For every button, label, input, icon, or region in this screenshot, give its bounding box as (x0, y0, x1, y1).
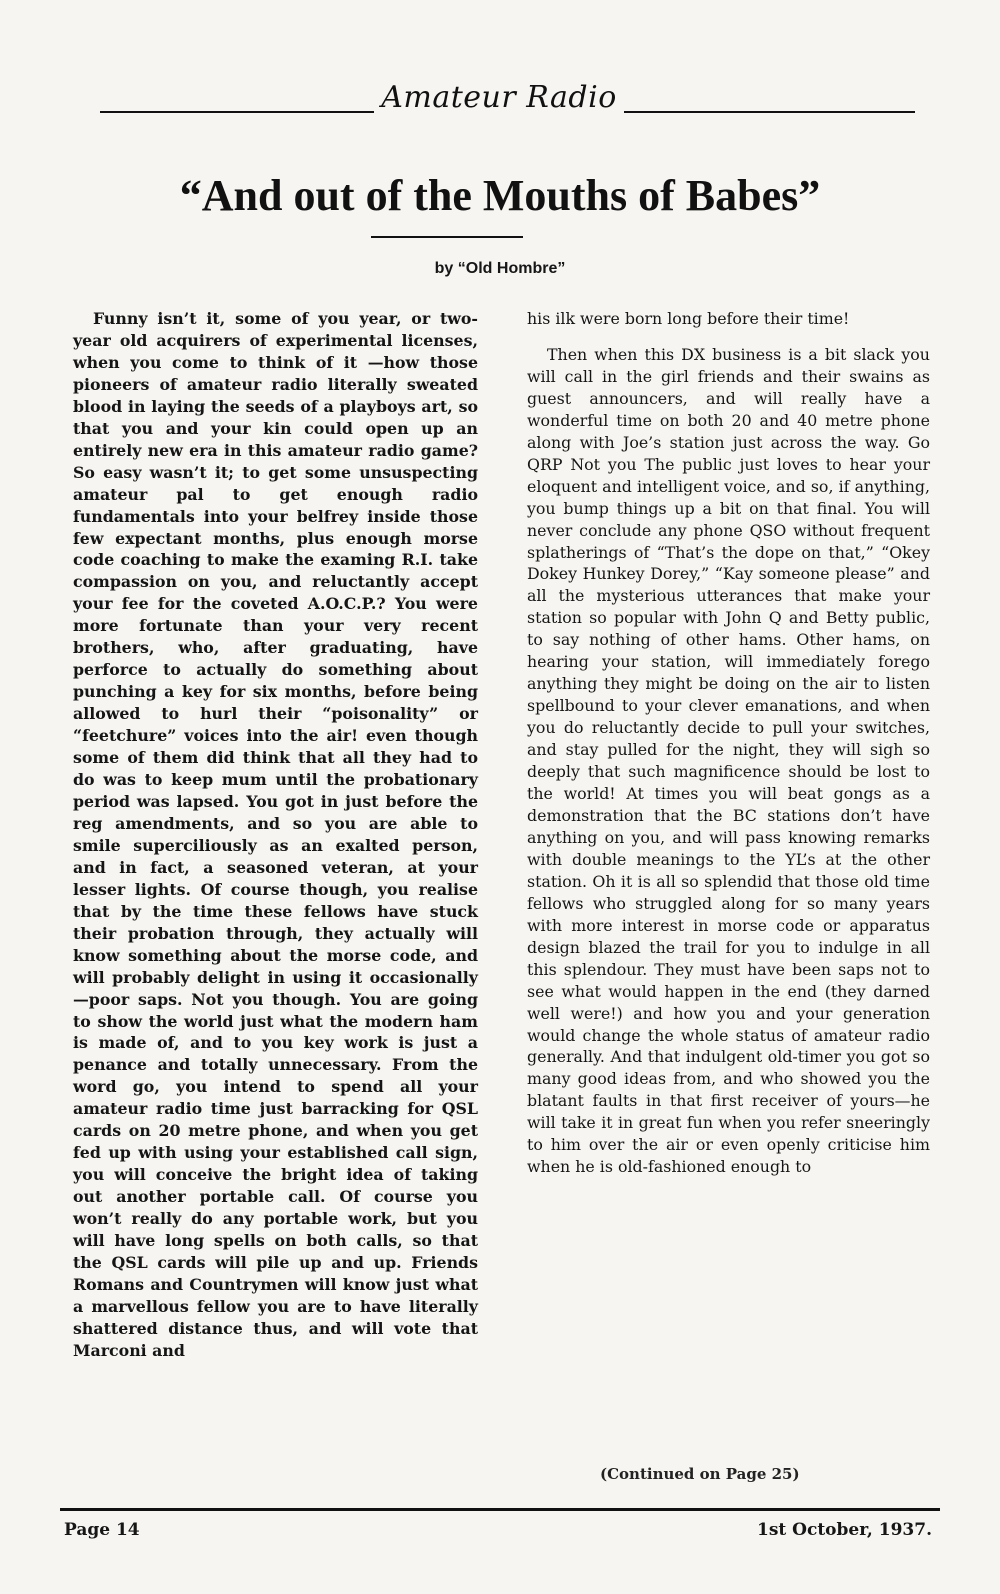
article-title: “And out of the Mouths of Babes” (179, 171, 821, 220)
issue-date: 1st October, 1937. (756, 1520, 932, 1540)
footer-rule (60, 1508, 940, 1511)
continued-note: (Continued on Page 25) (600, 1465, 800, 1483)
right-column (527, 308, 930, 1178)
paragraph: his ilk were born long before their time! (527, 309, 850, 328)
masthead-rule-left (100, 111, 374, 113)
title-rule (371, 236, 523, 238)
paragraph: Then when this DX business is a bit slack you will call in the girl friends and their swains as guest announcers, and will really have a wonderful time on both 20 and 40 metre phone along with Joe’s station just across the way. Go QRP Not you The public just loves to hear your eloquent and intelligent voice, and so, if anything, you bump things up a bit on that final. You will never conclude any phone QSO without frequent splatherings of “That’s the dope on that,” “Okey Dokey Hunkey Dorey,” “Kay someone please” and all the mysterious utterances that make your station so popular with John Q and Betty public, to say nothing of other hams. Other hams, on hearing your station, will immediately forego anything they might be doing on the air to listen spellbound to your clever emanations, and when you do reluctantly decide to pull your switches, and stay pulled for the night, they will sigh so deeply that such magnificence should be lost to the world! At times you will beat gongs as a demonstration that the BC stations don’t have anything on you, and will pass knowing remarks with double meanings to the YL’s at the other station. Oh it is all so splendid that those old time fellows who struggled along for so many years with more interest in morse code or apparatus design blazed the trail for you to indulge in all this splendour. They must have been saps not to see what would happen in the end (they darned well were!) and how you and your generation would change the whole status of amateur radio generally. And that indulgent old-timer you got so many good ideas from, and who showed you the blatant faults in that first receiver of yours—he will take it in great fun when you refer sneeringly to him over the air or even openly criticise him when he is old-fashioned enough to (527, 344, 930, 1177)
byline: by “Old Hombre” (434, 260, 566, 277)
left-column (73, 308, 478, 1362)
paragraph: Funny isn’t it, some of you year, or two-year old acquirers of experimental licenses, when you come to think of it —how those pioneers of amateur radio literally sweated blood in laying the seeds of a playboys art, so that you and your kin could open up an entirely new era in this amateur radio game? So easy wasn’t it; to get some unsuspecting amateur pal to get enough radio fundamentals into your belfrey inside those few expectant months, plus enough morse code coaching to make the examing R.I. take compassion on you, and reluctantly accept your fee for the coveted A.O.C.P.? You were more fortunate than your very recent brothers, who, after graduating, have perforce to actually do something about punching a key for six months, before being allowed to hurl their “poisonality” or “feetchure” voices into the air! even though some of them did think that all they had to do was to keep mum until the probationary period was lapsed. You got in just before the reg amendments, and so you are able to smile superciliously as an exalted person, and in fact, a seasoned veteran, at your lesser lights. Of course though, you realise that by the time these fellows have stuck their probation through, they actually will know something about the morse code, and will probably delight in using it occasionally—poor saps. Not you though. You are going to show the world just what the modern ham is made of, and to you key work is just a penance and totally unnecessary. From the word go, you intend to spend all your amateur radio time just barracking for QSL cards on 20 metre phone, and when you get fed up with using your established call sign, you will conceive the bright idea of taking out another portable call. Of course you won’t really do any portable work, but you will have long spells on both calls, so that the QSL cards will pile up and up. Friends Romans and Countrymen will know just what a marvellous fellow you are to have literally shattered distance thus, and will vote that Marconi and (73, 309, 478, 1360)
page-number: Page 14 (64, 1520, 140, 1540)
masthead (100, 78, 915, 128)
masthead-rule-right (624, 111, 915, 113)
masthead-title: Amateur Radio (381, 80, 617, 115)
